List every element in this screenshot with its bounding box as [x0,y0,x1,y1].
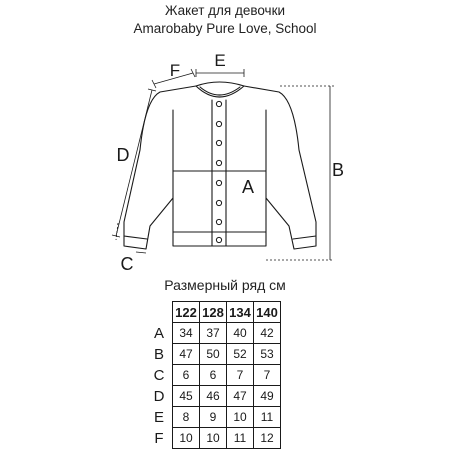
row-label: F [154,429,164,447]
table-row [146,386,281,407]
dim-label-b: B [331,160,345,180]
table-row [146,323,281,344]
table-cell: 10 [173,428,200,449]
row-label: B [153,345,164,363]
table-cell: 6 [200,365,227,386]
table-cell: 7 [254,365,281,386]
table-cell: 52 [227,344,254,365]
table-cell: 47 [227,386,254,407]
table-cell: 49 [254,386,281,407]
table-cell: 37 [200,323,227,344]
product-subtitle: Amarobaby Pure Love, School [133,21,317,36]
table-cell: 45 [173,386,200,407]
size-column-header: 134 [227,302,254,323]
table-row [146,344,281,365]
table-cell: 9 [200,407,227,428]
table-cell: 10 [227,407,254,428]
table-row [146,428,281,449]
table-cell: 40 [227,323,254,344]
table-cell: 42 [254,323,281,344]
dim-label-c: C [120,254,134,274]
dim-label-f: F [169,61,181,80]
buttons [216,101,221,242]
table-row [146,365,281,386]
table-cell: 34 [173,323,200,344]
table-cell: 7 [227,365,254,386]
row-label: C [153,366,165,384]
table-cell: 11 [254,407,281,428]
size-column-header: 140 [254,302,281,323]
table-cell: 8 [173,407,200,428]
table-cell: 11 [227,428,254,449]
size-table-caption: Размерный ряд см [164,277,286,293]
table-cell: 50 [200,344,227,365]
table-cell: 10 [200,428,227,449]
table-cell: 53 [254,344,281,365]
product-title: Жакет для девочки [164,3,286,18]
table-row [146,407,281,428]
table-cell: 47 [173,344,200,365]
row-label: A [153,324,164,342]
size-header-row [146,302,281,323]
dim-label-e: E [214,51,226,70]
row-label: E [153,408,164,426]
table-cell: 46 [200,386,227,407]
table-cell: 6 [173,365,200,386]
dim-label-d: D [116,145,130,165]
size-column-header: 128 [200,302,227,323]
size-table [146,301,281,449]
table-cell: 12 [254,428,281,449]
row-label: D [153,387,165,405]
size-column-header: 122 [173,302,200,323]
dim-label-a: A [241,177,255,197]
